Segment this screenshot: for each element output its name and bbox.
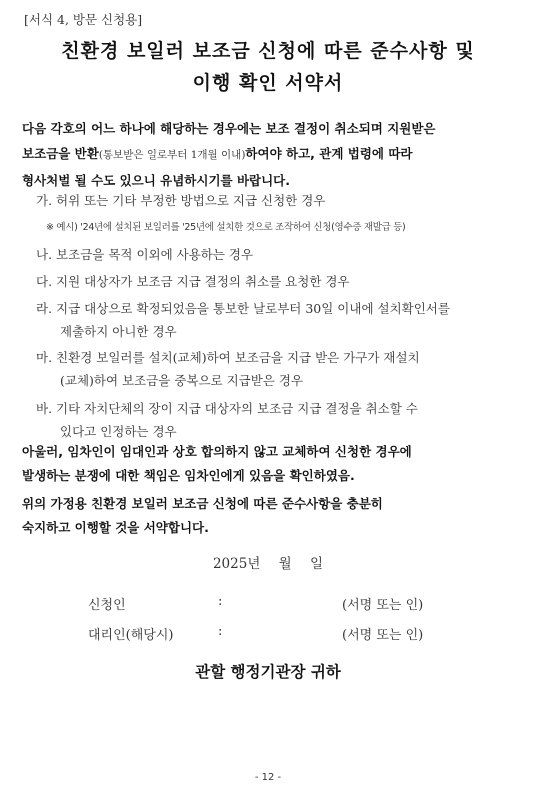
date-line: 2025년 월 일 [212,556,324,572]
pledge-paragraph [22,492,518,540]
list-item [36,270,514,293]
item-label: 바. [36,401,53,416]
page-number: - 12 - [254,772,282,783]
agent-colon: : [218,624,223,639]
agent-signature-field[interactable]: (서명 또는 인) [342,628,424,643]
tenant-line-1: 아울러, 임차인이 임대인과 상호 합의하지 않고 교체하여 신청한 경우에 [22,444,412,459]
applicant-label: 신청인 [88,598,126,613]
addressee: 관할 행정기관장 귀하 [195,663,341,681]
tenant-line-2: 발생하는 분쟁에 대한 책임은 임차인에게 있음을 확인하였음. [22,468,355,483]
item-text-continued: 있다고 인정하는 경우 [60,424,177,439]
intro-note: (통보받은 일로부터 1개월 이내) [98,149,246,161]
item-label: 나. [36,247,53,262]
intro-line-2-a: 보조금을 반환 [22,146,99,161]
tenant-paragraph [22,440,518,488]
item-label: 다. [36,274,53,289]
pledge-line-1: 위의 가정용 친환경 보일러 보조금 신청에 따른 준수사항을 충분히 [22,496,383,511]
example-note: ※ 예시) '24년에 설치된 보일러를 '25년에 설치한 것으로 조작하여 신청(영수증 재발급 등) [46,222,406,233]
applicant-signature-field[interactable]: (서명 또는 인) [342,598,424,613]
item-text-continued: (교체)하여 보조금을 중복으로 지급받은 경우 [60,373,303,388]
item-text: 지원 대상자가 보조금 지급 결정의 취소를 요청한 경우 [56,274,350,289]
list-item [36,346,514,392]
item-text: 친환경 보일러를 설치(교체)하여 보조금을 지급 받은 가구가 재설치 [56,350,420,365]
applicant-colon: : [218,594,223,609]
item-text: 지급 대상으로 확정되었음을 통보한 날로부터 30일 이내에 설치확인서를 [56,301,450,316]
pledge-line-2: 숙지하고 이행할 것을 서약합니다. [22,520,209,535]
intro-line-2-b: 하여야 하고, 관계 법령에 따라 [245,146,413,161]
item-text: 보조금을 목적 이외에 사용하는 경우 [56,247,254,262]
list-item [36,189,514,212]
title-line-2: 이행 확인 서약서 [192,72,344,94]
title-line-1: 친환경 보일러 보조금 신청에 따른 준수사항 및 [61,40,475,62]
list-item [36,397,514,443]
item-label: 가. [36,193,53,208]
item-text: 기타 자치단체의 장이 지급 대상자의 보조금 지급 결정을 취소할 수 [56,401,418,416]
intro-line-2 [22,141,517,168]
list-item [36,297,514,343]
item-text: 허위 또는 기타 부정한 방법으로 지급 신청한 경우 [56,193,326,208]
intro-line-1: 다음 각호의 어느 하나에 해당하는 경우에는 보조 결정이 취소되며 지원받은 [22,121,436,136]
form-label: [서식 4, 방문 신청용] [24,12,143,27]
agent-label: 대리인(해당시) [88,628,174,643]
list-item [36,243,514,266]
intro-paragraph [22,116,517,193]
item-text-continued: 제출하지 아니한 경우 [60,324,177,339]
item-label: 마. [36,350,53,365]
intro-line-3: 형사처벌 될 수도 있으니 유념하시기를 바랍니다. [22,173,291,188]
item-label: 라. [36,301,53,316]
